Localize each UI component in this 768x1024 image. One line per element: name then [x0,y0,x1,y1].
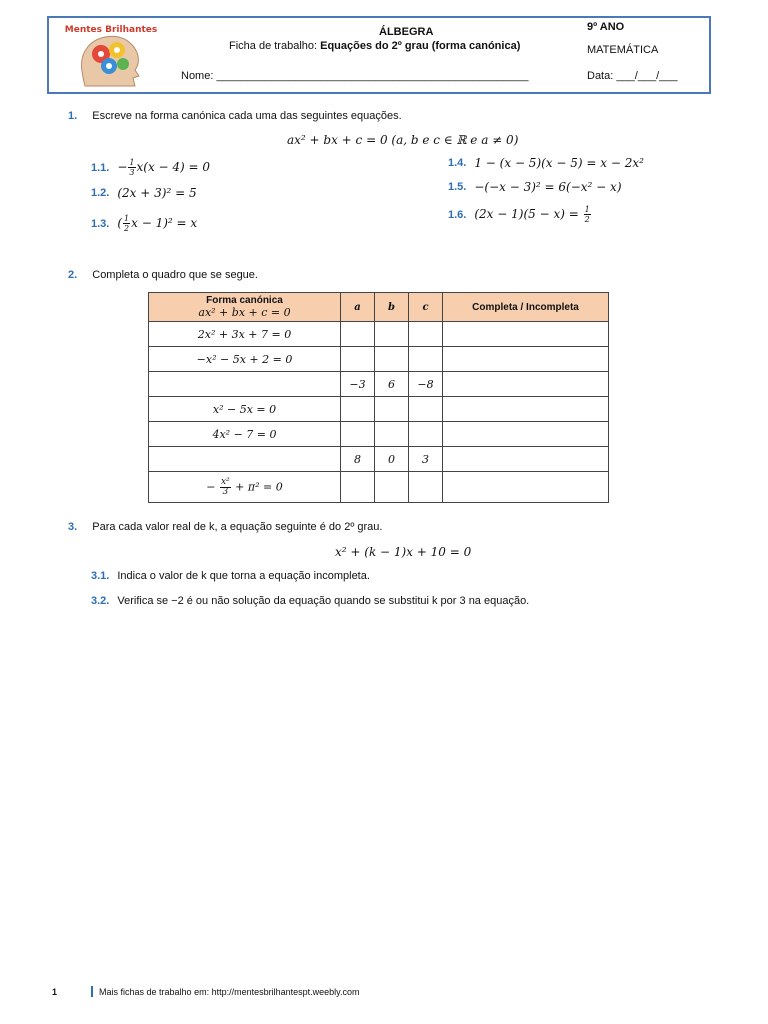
table-row: 4x² − 7 = 0 [149,422,609,447]
q3-item-2: 3.2. Verifica se −2 é ou não solução da equação quando se substitui k por 3 na equação. [91,595,530,607]
q1-general-form: ax² + bx + c = 0 (a, b e c ∈ ℝ e a ≠ 0) [287,133,519,147]
header-a: a [341,293,375,322]
table-row: 2x² + 3x + 7 = 0 [149,322,609,347]
page-number: 1 [52,986,58,997]
table-header-row [149,293,609,322]
q1-item-1: 1.1. − $\frac{1}{3}$ x(x − 4) = 0 [91,158,211,177]
footer-divider [91,986,93,997]
q1-item-3: 1.3. ( $\frac{1}{2}$ x − 1)² = x [91,214,198,233]
subject-title: ÁLBEGRA [379,26,434,38]
table-row: 8 0 3 [149,447,609,472]
q3-heading: 3. Para cada valor real de k, a equação seguinte é do 2º grau. [68,521,383,533]
table-row: −3 6 −8 [149,372,609,397]
q1-item-2: 1.2. (2x + 3)² = 5 [91,186,197,200]
canonical-form-table [148,292,609,503]
grade-label: 9º ANO [587,21,625,33]
table-row: −x² − 5x + 2 = 0 [149,347,609,372]
worksheet-header [47,16,711,94]
q2-heading: 2. Completa o quadro que se segue. [68,269,258,281]
name-field[interactable]: Nome: ___________________________________________________ [181,70,529,82]
svg-text:Mentes Brilhantes: Mentes Brilhantes [65,25,157,35]
worksheet-title: Ficha de trabalho: Equações do 2º grau (forma canónica) [229,40,521,52]
q1-item-4: 1.4. 1 − (x − 5)(x − 5) = x − 2x² [448,156,644,170]
q3-item-1: 3.1. Indica o valor de k que torna a equação incompleta. [91,570,370,582]
q1-item-5: 1.5. −(−x − 3)² = 6(−x² − x) [448,180,622,194]
date-field[interactable]: Data: ___/___/___ [587,70,678,82]
header-canonical-form: Forma canónica ax² + bx + c = 0 [149,293,341,322]
q1-heading: 1. Escreve na forma canónica cada uma das seguintes equações. [68,110,402,122]
table-row: x² − 5x = 0 [149,397,609,422]
mentes-brilhantes-logo [65,20,157,92]
header-complete-incomplete: Completa / Incompleta [443,293,609,322]
q1-item-6: 1.6. (2x − 1)(5 − x) = $\frac{1}{2}$ [448,205,590,224]
header-b: b [375,293,409,322]
footer-link[interactable]: Mais fichas de trabalho em: http://mentesbrilhantespt.weebly.com [99,986,360,997]
q3-equation: x² + (k − 1)x + 10 = 0 [335,545,472,559]
table-row [149,472,609,503]
last-row-equation: − $\frac{\text{x²}}{3}$ + π² = 0 [149,472,341,503]
discipline-label: MATEMÁTICA [587,44,659,56]
header-c: c [409,293,443,322]
page-footer [52,986,359,997]
